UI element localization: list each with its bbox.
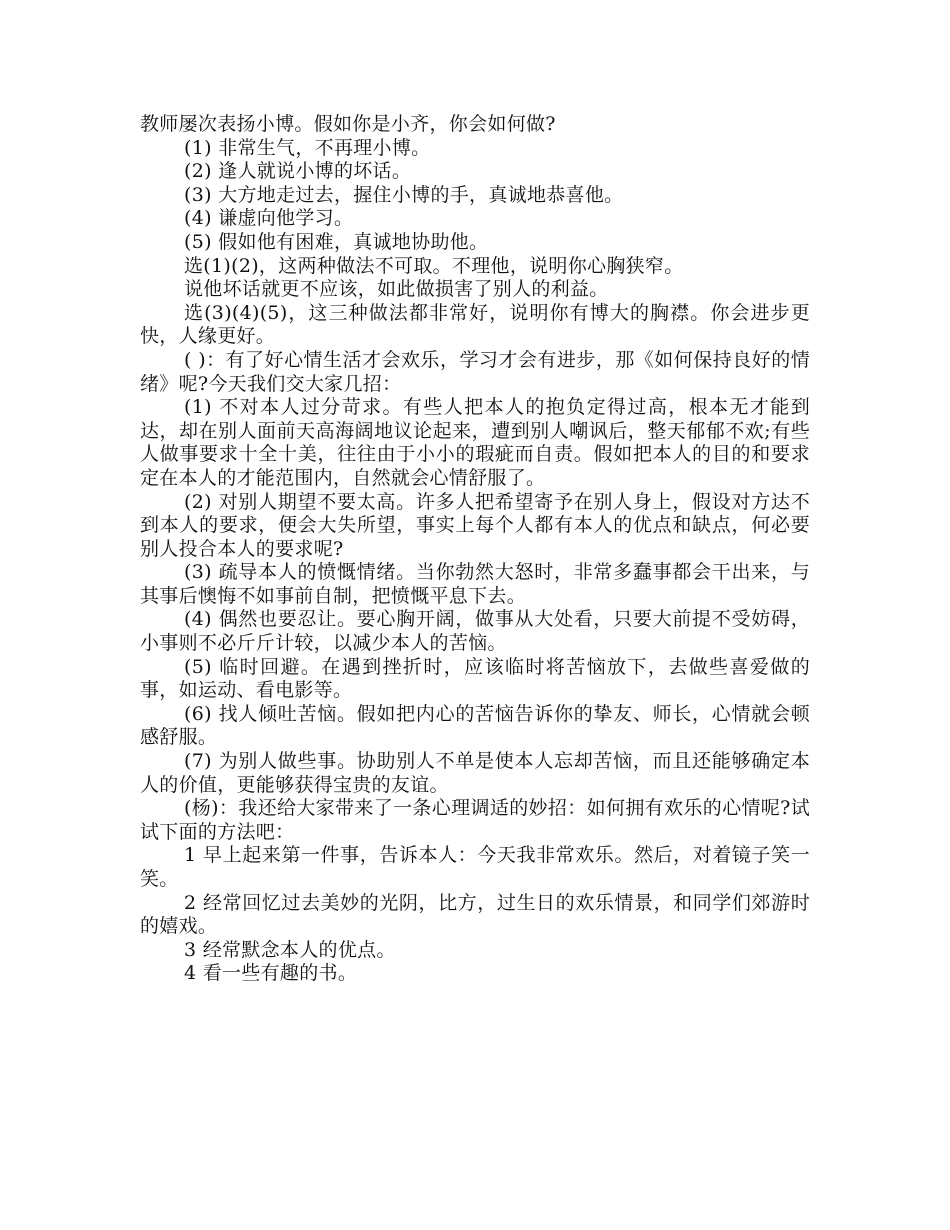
- paragraph: 教师屡次表扬小博。假如你是小齐，你会如何做?: [140, 113, 556, 135]
- paragraph: 说他坏话就更不应该，如此做损害了别人的利益。: [184, 278, 609, 301]
- list-item: (5) 临时回避。在遇到挫折时，应该临时将苦恼放下，去做些喜爱做的事，如运动、看电影等。: [140, 655, 810, 702]
- list-item: (3) 疏导本人的愤慨情绪。当你勃然大怒时，非常多蠢事都会干出来，与其事后懊悔不如事前自制，把愤慨平息下去。: [140, 561, 810, 607]
- list-item: (5) 假如他有困难，真诚地协助他。: [184, 230, 489, 253]
- list-item: (4) 谦虚向他学习。: [184, 207, 354, 230]
- list-item: (7) 为别人做些事。协助别人不单是使本人忘却苦恼，而且还能够确定本人的价值，更能够获得宝贵的友谊。: [140, 750, 810, 796]
- list-item: (2) 对别人期望不要太高。许多人把希望寄予在别人身上，假设对方达不到本人的要求，便会大失所望，事实上每个人都有本人的优点和缺点，何必要别人投合本人的要求呢?: [140, 490, 810, 560]
- paragraph: 选(1)(2)，这两种做法不可取。不理他，说明你心胸狭窄。: [184, 254, 684, 277]
- list-item: (3) 大方地走过去，握住小博的手，真诚地恭喜他。: [184, 183, 624, 206]
- list-item: (2) 逢人就说小博的坏话。: [184, 160, 412, 183]
- list-item: 1 早上起来第一件事，告诉本人：今天我非常欢乐。然后，对着镜子笑一笑。: [140, 844, 810, 890]
- list-item: (1) 非常生气，不再理小博。: [184, 136, 431, 159]
- list-item: 2 经常回忆过去美妙的光阴，比方，过生日的欢乐情景，和同学们郊游时的嬉戏。: [140, 891, 810, 938]
- paragraph: ( )：有了好心情生活才会欢乐，学习才会有进步，那《如何保持良好的情绪》呢?今天我们交大家几招：: [140, 348, 810, 395]
- list-item: 4 看一些有趣的书。: [184, 962, 358, 985]
- list-item: (6) 找人倾吐苦恼。假如把内心的苦恼告诉你的挚友、师长，心情就会顿感舒服。: [140, 702, 810, 749]
- paragraph: (杨)：我还给大家带来了一条心理调适的妙招：如何拥有欢乐的心情呢?试试下面的方法吧：: [140, 797, 810, 843]
- list-item: (4) 偶然也要忍让。要心胸开阔，做事从大处看，只要大前提不受妨碍，小事则不必斤斤计较，以减少本人的苦恼。: [140, 608, 810, 655]
- document-body: [140, 113, 810, 986]
- list-item: (1) 不对本人过分苛求。有些人把本人的抱负定得过高，根本无才能到达，却在别人面前天高海阔地议论起来，遭到别人嘲讽后，整天郁郁不欢;有些人做事要求十全十美，往往由于小小的瑕疵而自责。假如把本人的目的和要求定在本人的才能范围内，自然就会心情舒服了。: [140, 396, 810, 489]
- list-item: 3 经常默念本人的优点。: [184, 938, 396, 961]
- paragraph: 选(3)(4)(5)，这三种做法都非常好，说明你有博大的胸襟。你会进步更快，人缘更好。: [140, 301, 810, 348]
